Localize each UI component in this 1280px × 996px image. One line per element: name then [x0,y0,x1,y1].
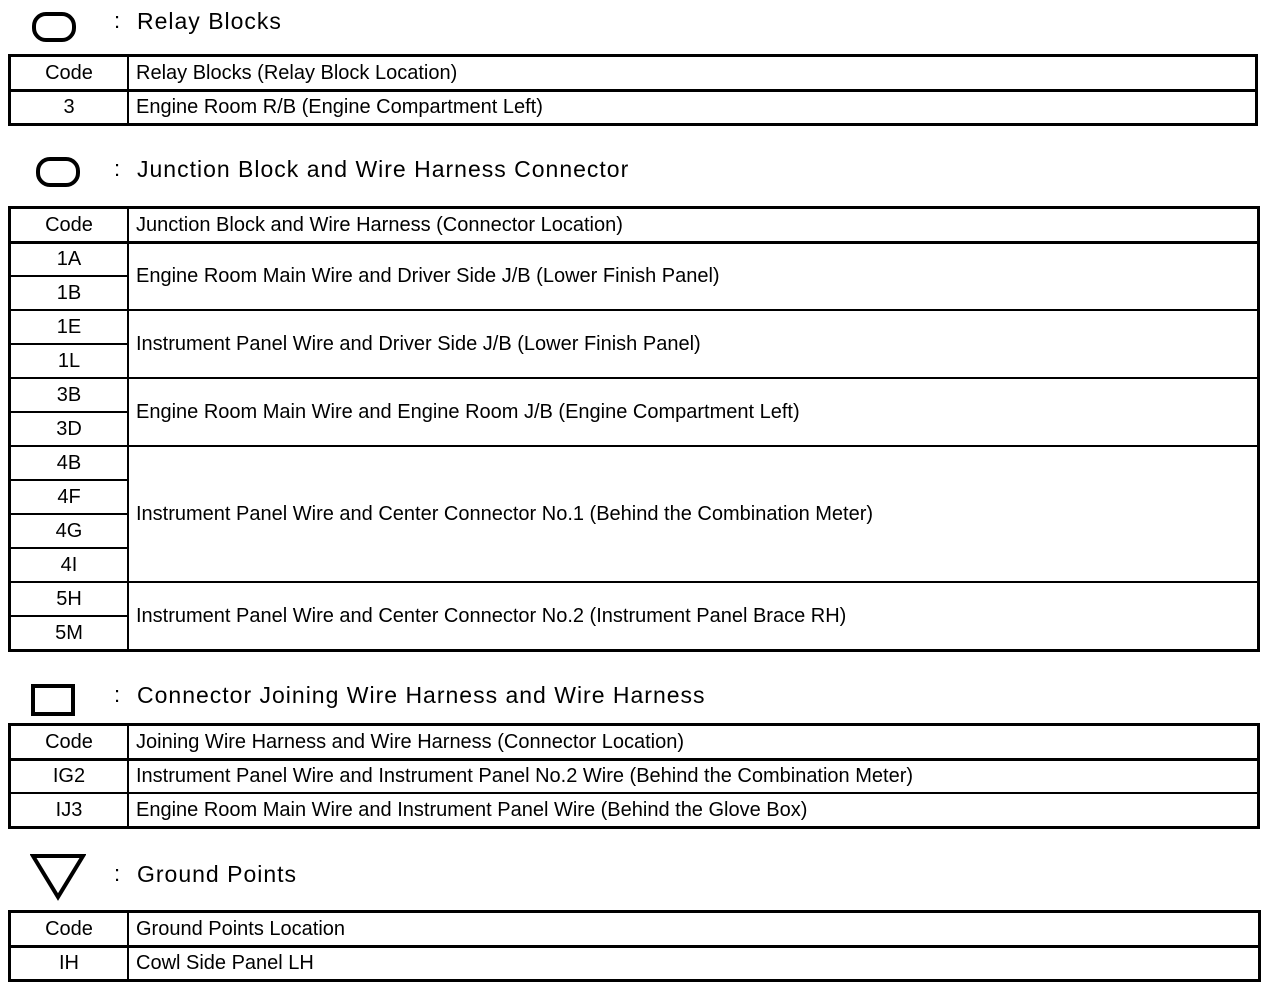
table-header-row [10,725,1258,759]
row-code: 1L [10,344,128,378]
header-description: Joining Wire Harness and Wire Harness (Connector Location) [128,725,1258,759]
table-header-row [10,912,1259,946]
table-row [10,759,1258,793]
row-description: Instrument Panel Wire and Center Connector No.1 (Behind the Combination Meter) [128,446,1258,582]
row-code: IH [10,946,128,980]
section-heading-connector-joining [0,680,1280,720]
table-header-row [10,208,1258,242]
header-description: Junction Block and Wire Harness (Connector Location) [128,208,1258,242]
row-code: 4I [10,548,128,582]
row-code: 3 [10,90,128,124]
row-code: 3D [10,412,128,446]
table-row [10,793,1258,827]
heading-text: Relay Blocks [137,8,282,34]
connector-joining-table [9,724,1259,828]
row-description: Engine Room R/B (Engine Compartment Left) [128,90,1256,124]
row-description: Instrument Panel Wire and Driver Side J/B (Lower Finish Panel) [128,310,1258,378]
heading-colon: : [114,682,121,707]
section-heading-relay-blocks [0,6,1280,46]
header-code: Code [10,56,128,90]
table-row [10,310,1258,344]
row-code: 4G [10,514,128,548]
row-description: Cowl Side Panel LH [128,946,1259,980]
table-row [10,378,1258,412]
table-header-row [10,56,1256,90]
header-description: Ground Points Location [128,912,1259,946]
section-heading-ground-points [0,859,1280,899]
table-row [10,242,1258,276]
row-code: IG2 [10,759,128,793]
ground-point-triangle-icon [30,853,86,901]
row-description: Engine Room Main Wire and Engine Room J/B (Engine Compartment Left) [128,378,1258,446]
table-row [10,946,1259,980]
junction-block-oval-icon [36,157,80,187]
row-description: Instrument Panel Wire and Instrument Panel No.2 Wire (Behind the Combination Meter) [128,759,1258,793]
header-code: Code [10,912,128,946]
row-code: 4B [10,446,128,480]
row-code: 1B [10,276,128,310]
table-row [10,446,1258,480]
connector-rectangle-icon [31,684,75,716]
heading-colon: : [114,861,121,886]
heading-colon: : [114,8,121,33]
row-code: 1E [10,310,128,344]
heading-text: Ground Points [137,861,298,887]
row-description: Instrument Panel Wire and Center Connector No.2 (Instrument Panel Brace RH) [128,582,1258,650]
relay-blocks-table [9,55,1257,125]
table-row [10,582,1258,616]
row-code: 5H [10,582,128,616]
row-code: 3B [10,378,128,412]
section-heading-junction-block [0,154,1280,194]
header-code: Code [10,208,128,242]
header-description: Relay Blocks (Relay Block Location) [128,56,1256,90]
junction-block-table [9,207,1259,651]
row-code: 4F [10,480,128,514]
row-code: IJ3 [10,793,128,827]
row-description: Engine Room Main Wire and Driver Side J/B (Lower Finish Panel) [128,242,1258,310]
row-description: Engine Room Main Wire and Instrument Panel Wire (Behind the Glove Box) [128,793,1258,827]
ground-points-table [9,911,1260,981]
header-code: Code [10,725,128,759]
heading-text: Junction Block and Wire Harness Connector [137,156,630,182]
relay-block-oval-icon [32,12,76,42]
heading-text: Connector Joining Wire Harness and Wire Harness [137,682,706,708]
row-code: 5M [10,616,128,650]
row-code: 1A [10,242,128,276]
table-row [10,90,1256,124]
heading-colon: : [114,156,121,181]
